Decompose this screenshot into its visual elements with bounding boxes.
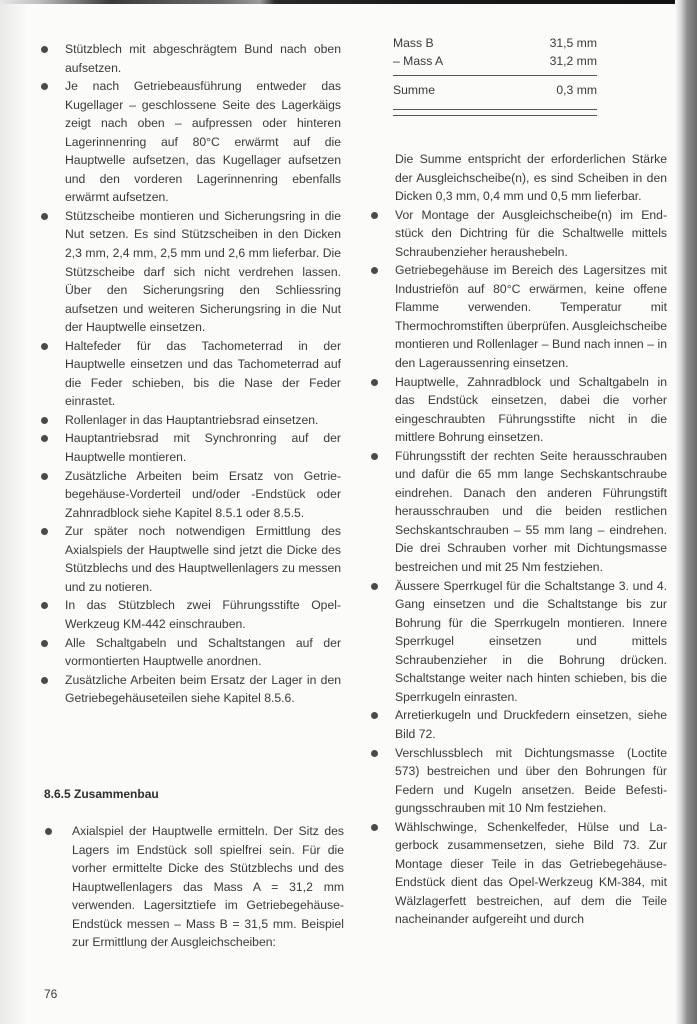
- item-text: Vor Montage der Ausgleichscheibe(n) im Endstück den Dichtring für die Schaltwelle mittels Schraubenzieher heraushebeln.: [395, 207, 667, 259]
- list-item: [395, 373, 667, 447]
- list-item: [65, 429, 341, 466]
- calculation-table: [393, 34, 597, 116]
- calc-value: 31,2 mm: [549, 54, 597, 68]
- bullet-icon: [41, 343, 48, 350]
- calc-label: – Mass A: [393, 54, 444, 68]
- list-item: [65, 671, 341, 708]
- bullet-icon: [371, 583, 378, 590]
- list-item: [65, 337, 341, 411]
- list-item: [65, 411, 341, 430]
- item-text: In das Stützblech zwei Führungsstifte Opel-Werkzeug KM-442 einschrauben.: [65, 598, 341, 631]
- item-text: Verschlussblech mit Dichtungsmasse (Loctite 573) bestreichen und über den Bohrungen für Federn und Kugeln ansetzen. Beide Befestigungsschrauben mit 10 Nm festziehen.: [395, 745, 667, 816]
- item-text: Axialspiel der Hauptwelle ermitteln. Der Sitz des Lagers im Endstück soll spielfrei sein. Für die vorher ermittelte Dicke des Stützblechs und des Hauptwellenlagers das Mass A = 31,2 mm verwenden. Lagersitztiefe im Getriebegehäuse-Endstück messen – Mass B = 31,5 mm. Beispiel zur Ermittlung der Ausgleichscheiben:: [72, 824, 344, 950]
- list-item: [65, 467, 341, 523]
- bullet-icon: [41, 213, 48, 220]
- calc-double-rule-top: [393, 109, 597, 110]
- item-text: Alle Schaltgabeln und Schaltstangen auf der vormontierten Hauptwelle anordnen.: [65, 635, 341, 669]
- item-text: Wählschwinge, Schenkelfeder, Hülse und Lagerbock zusammensetzen, siehe Bild 73. Zur Montage dieser Teile in das Getriebegehäuse-Endstück dient das Opel-Werkzeug KM-384, mit Wälzlagerfett bestreichen, auf dem die Teile nacheinander aufgereiht und durch: [395, 819, 667, 927]
- list-item: [65, 40, 341, 77]
- item-text: Rollenlager in das Hauptantriebsrad einsetzen.: [65, 412, 319, 427]
- list-item: [65, 77, 341, 207]
- bullet-icon: [41, 417, 48, 424]
- list-item: [395, 744, 667, 818]
- right-column: [395, 150, 667, 929]
- item-text: Hauptwelle, Zahnradblock und Schaltgabeln in das Endstück einsetzen, dabei die vorher eingeschraubten Führungsstifte nicht in die mittlere Bohrung einsetzen.: [395, 374, 667, 445]
- bullet-icon: [41, 528, 48, 535]
- sum-paragraph: Die Summe entspricht der erforderlichen Stärke der Ausgleichscheibe(n), es sind Scheiben in den Dicken 0,3 mm, 0,4 mm und 0,5 mm lieferbar.: [395, 152, 667, 204]
- list-item: [65, 207, 341, 337]
- list-item: [395, 261, 667, 372]
- calc-label: Mass B: [393, 36, 434, 50]
- calc-row: [393, 34, 597, 52]
- bullet-icon: [371, 824, 378, 831]
- list-item: [395, 577, 667, 707]
- calc-divider: [393, 75, 597, 76]
- item-text: Je nach Getriebeausführung entweder das Kugellager – geschlossene Seite des Lagerkäigs zeigt nach oben – aufpressen oder hinteren Lagerinnenring auf 80°C erwärmt auf die Hauptwelle aufsetzen, das Kugellager aufsetzen und den vorderen Lagerinnenring ebenfalls erwärmt aufsetzen.: [65, 79, 341, 205]
- list-item: [65, 596, 341, 633]
- bullet-icon: [41, 602, 48, 609]
- list-item: [395, 447, 667, 577]
- bullet-icon: [371, 712, 378, 719]
- item-text: Äussere Sperrkugel für die Schaltstange 3. und 4. Gang einsetzen und die Schaltstange bis zur Bohrung für die Sperrkugeln montieren. Innere Sperrkugel einsetzen und mittels Schraubenzieher in die Bohrung drücken. Schaltstange weiter nach hinten schieben, bis die Sperrkugeln einrasten.: [395, 578, 667, 704]
- list-item: [65, 634, 341, 671]
- item-text: Haltefeder für das Tachometerrad in der Hauptwelle einsetzen und das Tachometerrad auf die Feder schieben, bis die Nase der Feder einrastet.: [65, 338, 341, 409]
- bullet-icon: [41, 640, 48, 647]
- item-text: Arretierkugeln und Druckfedern einsetzen, siehe Bild 72.: [395, 708, 667, 741]
- item-text: Führungsstift der rechten Seite herausschrauben und dafür die 65 mm lange Sechskantschraube eindrehen. Danach den anderen Führungstift herausschrauben und die beiden restlichen Sechskantschrauben – 55 mm lang – eindrehen. Die drei Schrauben vorher mit Dichtungsmasse bestreichen und mit 25 Nm festziehen.: [395, 448, 667, 575]
- item-text: Stützscheibe montieren und Sicherungsring in die Nut setzen. Es sind Stützscheiben in den Dicken 2,3 mm, 2,4 mm, 2,5 mm und 2,6 mm lieferbar. Die Stützscheibe darf sich nicht verdrehen lassen. Über den Sicherungsring den Schliessring aufsetzen und weiteren Sicherungsring in die Nut der Hauptwelle einsetzen.: [65, 208, 341, 335]
- bullet-icon: [41, 473, 48, 480]
- bullet-icon: [41, 83, 48, 90]
- left-column: [65, 40, 341, 708]
- item-text: Hauptantriebsrad mit Synchronring auf der Hauptwelle montieren.: [65, 431, 341, 465]
- list-item: [72, 822, 344, 952]
- item-text: Zur später noch notwendigen Ermittlung des Axialspiels der Hauptwelle sind jetzt die Dicke des Stützblechs und des Hauptwellenlagers zu messen und zu notieren.: [65, 524, 341, 594]
- bullet-icon: [41, 46, 48, 53]
- bullet-icon: [371, 379, 378, 386]
- bullet-icon: [41, 435, 48, 442]
- calc-double-rule-bottom: [393, 115, 597, 116]
- bullet-icon: [371, 453, 378, 460]
- page-edge-shadow-left: [0, 0, 28, 1024]
- item-text: Stützblech mit abgeschrägtem Bund nach oben aufsetzen.: [65, 42, 341, 75]
- item-text: Zusätzliche Arbeiten beim Ersatz der Lager in den Getriebegehäuseteilen siehe Kapitel 8.5.6.: [65, 672, 341, 706]
- list-item: [65, 522, 341, 596]
- assembly-column: [72, 822, 344, 952]
- bullet-icon: [371, 212, 378, 219]
- item-text: Zusätzliche Arbeiten beim Ersatz von Getriebegehäuse-Vorderteil und/oder -Endstück oder Zahnradblock siehe Kapitel 8.5.1 oder 8.5.5.: [65, 468, 341, 520]
- list-item: [395, 206, 667, 262]
- bullet-icon: [41, 677, 48, 684]
- section-heading: 8.6.5 Zusammenbau: [44, 787, 159, 801]
- item-text: Getriebegehäuse im Bereich des Lagersitzes mit Industriefön auf 80°C erwärmen, keine offene Flamme verwenden. Temperatur mit Thermochromstiften überprüfen. Ausgleichscheibe montieren und Rollenlager – Bund nach innen – in den Lageraussenring einsetzen.: [395, 263, 667, 371]
- calc-value: 31,5 mm: [549, 36, 597, 50]
- calc-row: [393, 52, 597, 70]
- page-binding-shadow: [675, 0, 697, 1024]
- calc-sum-value: 0,3 mm: [556, 83, 597, 97]
- calc-sum-label: Summe: [393, 83, 435, 97]
- bullet-icon: [371, 750, 378, 757]
- bullet-icon: [45, 828, 52, 835]
- list-item: [395, 706, 667, 743]
- page-top-edge: [0, 0, 697, 4]
- page-number: 76: [44, 987, 58, 1001]
- list-item: [395, 818, 667, 929]
- calc-sum-row: [393, 81, 597, 99]
- bullet-icon: [371, 267, 378, 274]
